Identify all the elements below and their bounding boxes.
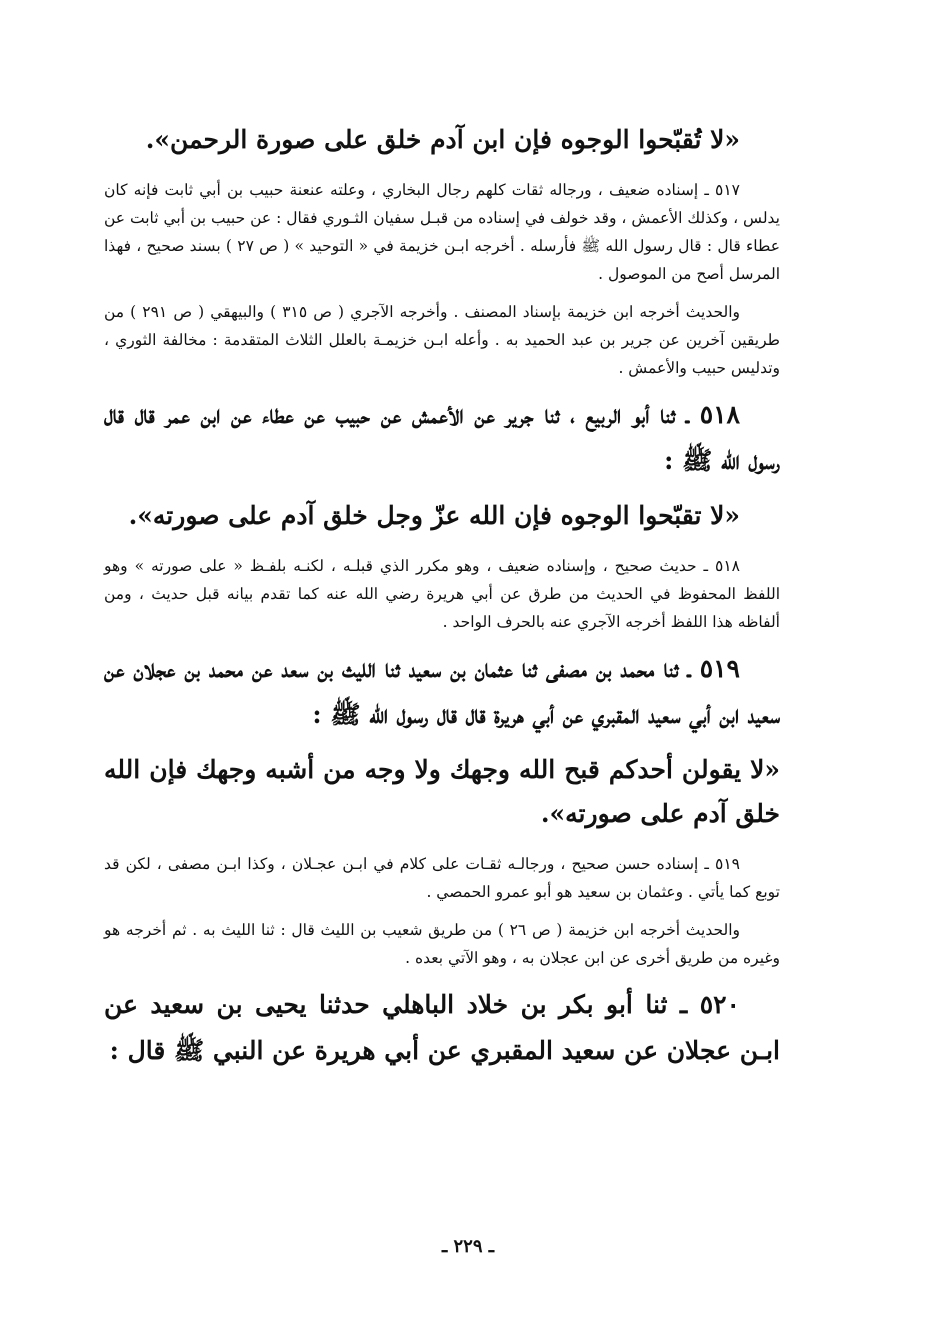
footnote-518: ٥١٨ ـ حديث صحيح ، وإسناده ضعيف ، وهو مكرر الذي قبلـه ، لكنـه بلفـظ « على صورته » وهو اللفظ المحفوظ في الحديث من طرق عن أبي هريرة رضي الله عنه كما تقدم بيانه قبل حديث ، ومن ألفاظه هذا اللفظ أخرجه الآجري عنه بالحرف الواحد . [104, 557, 780, 631]
footnote-517: ٥١٧ ـ إسناده ضعيف ، ورجاله ثقات كلهم رجال البخاري ، وعلته عنعنة حبيب بن أبي ثابت فإنه كان يدلس ، وكذلك الأعمش ، وقد خولف في إسناده من قبـل سفيان الثـوري فقال : عن حبيب بن أبي ثابت عن عطاء قال : قال رسول الله ﷺ فأرسله . أخرجه ابـن خزيمة في « التوحيد » ( ص ٢٧ ) بسند صحيح ، فهذا المرسل أصح من الموصول . [104, 181, 780, 283]
footnote-519: ٥١٩ ـ إسناده حسن صحيح ، ورجالـه ثقـات على كلام في ابـن عجـلان ، وكذا ابـن مصفى ، لكن قد توبع كما يأتي . وعثمان بن سعيد هو أبو عمرو الحمصي . [104, 855, 780, 901]
hadith-519: ٥١٩ ـ ثنا محمد بن مصفى ثنا عثمان بن سعيد ثنا الليث بن سعد عن محمد بن عجلان عن سعيد ابن أبي سعيد المقبري عن أبي هريرة قال قال رسول الله ﷺ : [104, 654, 780, 729]
footnote-519-continued: والحديث أخرجه ابن خزيمة ( ص ٢٦ ) من طريق شعيب بن الليث قال : ثنا الليث به . ثم أخرجه هو وغيره من طريق أخرى عن ابن عجلان به ، وهو الآتي بعده . [104, 921, 780, 967]
hadith-quote: «لا تُقبّحوا الوجوه فإن ابن آدم خلق على صورة الرحمن». [145, 125, 740, 154]
hadith-quote-518: «لا تقبّحوا الوجوه فإن الله عزّ وجل خلق آدم على صورته». [128, 501, 740, 530]
hadith-518: ٥١٨ ـ ثنا أبو الربيع ، ثنا جرير عن الأعمش عن حبيب عن عطاء عن ابن عمر قال قال رسول الله ﷺ : [104, 400, 780, 475]
page-body [104, 118, 780, 1084]
footnote-517-continued: والحديث أخرجه ابن خزيمة بإسناد المصنف . وأخرجه الآجري ( ص ٣١٥ ) والبيهقي ( ص ٢٩١ ) من طريقين آخرين عن جرير بن عبد الحميد به . وأعله ابـن خزيمـة بالعلل الثلاث المتقدمة : مخالفة الثوري ، وتدليس حبيب والأعمش . [104, 303, 780, 377]
hadith-520: ٥٢٠ ـ ثنا أبو بكر بن خلاد الباهلي حدثنا يحيى بن سعيد عن ابـن عجلان عن سعيد المقبري عن أبي هريرة عن النبي ﷺ قال : [104, 990, 780, 1065]
hadith-quote-519: «لا يقولن أحدكم قبح الله وجهك ولا وجه من أشبه وجهك فإن الله خلق آدم على صورته». [104, 755, 780, 828]
page-number: ـ ٢٢٩ ـ [441, 1236, 495, 1257]
